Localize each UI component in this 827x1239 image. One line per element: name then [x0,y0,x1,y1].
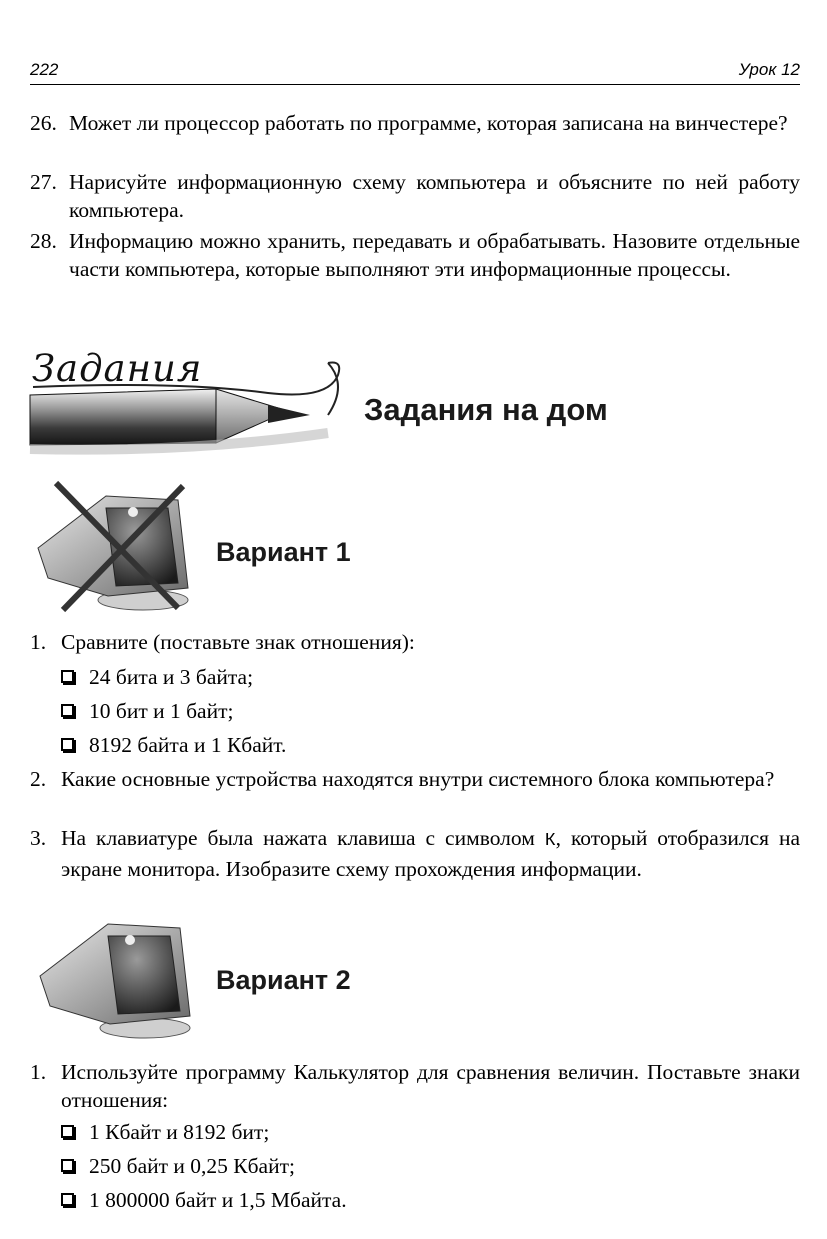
task-number: 1. [30,630,47,654]
question-text: Может ли процессор работать по программе, которая записана на винчестере? [69,111,788,135]
crossed-monitor-icon [28,478,198,618]
task-text: Какие основные устройства находятся внутри системного блока компьютера? [61,767,775,791]
list-item-text: 1 800000 байт и 1,5 Мбайта. [89,1188,347,1212]
checkbox-icon [61,1159,74,1172]
key-symbol: К [544,831,556,851]
question-text: Информацию можно хранить, передавать и обрабатывать. Назовите отдельные части компьютера, которые выполняют эти информационные процессы. [69,229,800,281]
variant-1-task-3 [30,824,800,883]
checkbox-icon [61,738,74,751]
checkbox-icon [61,704,74,717]
question-26 [30,109,800,137]
question-27 [30,168,800,224]
checkbox-icon [61,1125,74,1138]
homework-script-label: Задания [32,347,203,390]
list-item-text: 8192 байта и 1 Кбайт. [89,733,287,757]
monitor-icon [30,906,200,1046]
list-item-text: 250 байт и 0,25 Кбайт; [89,1154,295,1178]
task-text-start: На клавиатуре была нажата клавиша с символом [61,826,545,850]
task-text [30,824,800,883]
homework-title: Задания на дом [364,392,608,427]
variant-1-task-1 [30,628,800,656]
list-item-text: 1 Кбайт и 8192 бит; [89,1120,270,1144]
list-item [61,1186,347,1214]
checkbox-icon [61,1193,74,1206]
list-item-text: 24 бита и 3 байта; [89,665,254,689]
list-item [61,731,286,759]
question-text: Нарисуйте информационную схему компьютера и объясните по ней работу компьютера. [69,170,800,222]
variant-2-title: Вариант 2 [216,965,351,995]
list-item [61,1152,295,1180]
task-text: Используйте программу Калькулятор для сравнения величин. Поставьте знаки отношения: [61,1060,800,1112]
list-item [61,697,233,725]
task-number: 3. [30,826,47,850]
lesson-label: Урок 12 [738,60,800,79]
variant-2-task-1 [30,1058,800,1114]
list-item [61,663,253,691]
checkbox-icon [61,670,74,683]
task-number: 1. [30,1060,47,1084]
task-text: Сравните (поставьте знак отношения): [61,630,415,654]
task-number: 2. [30,767,47,791]
running-header [30,58,800,85]
list-item [61,1118,269,1146]
variant-1-title: Вариант 1 [216,537,351,567]
question-number: 26. [30,111,57,135]
question-number: 27. [30,170,57,194]
question-28 [30,227,800,283]
question-number: 28. [30,229,57,253]
variant-1-task-2 [30,765,800,793]
page-number: 222 [30,60,59,79]
list-item-text: 10 бит и 1 байт; [89,699,234,723]
task-text-end: , который отобразился на экране монитора. Изобразите схему прохождения информации. [61,826,801,881]
